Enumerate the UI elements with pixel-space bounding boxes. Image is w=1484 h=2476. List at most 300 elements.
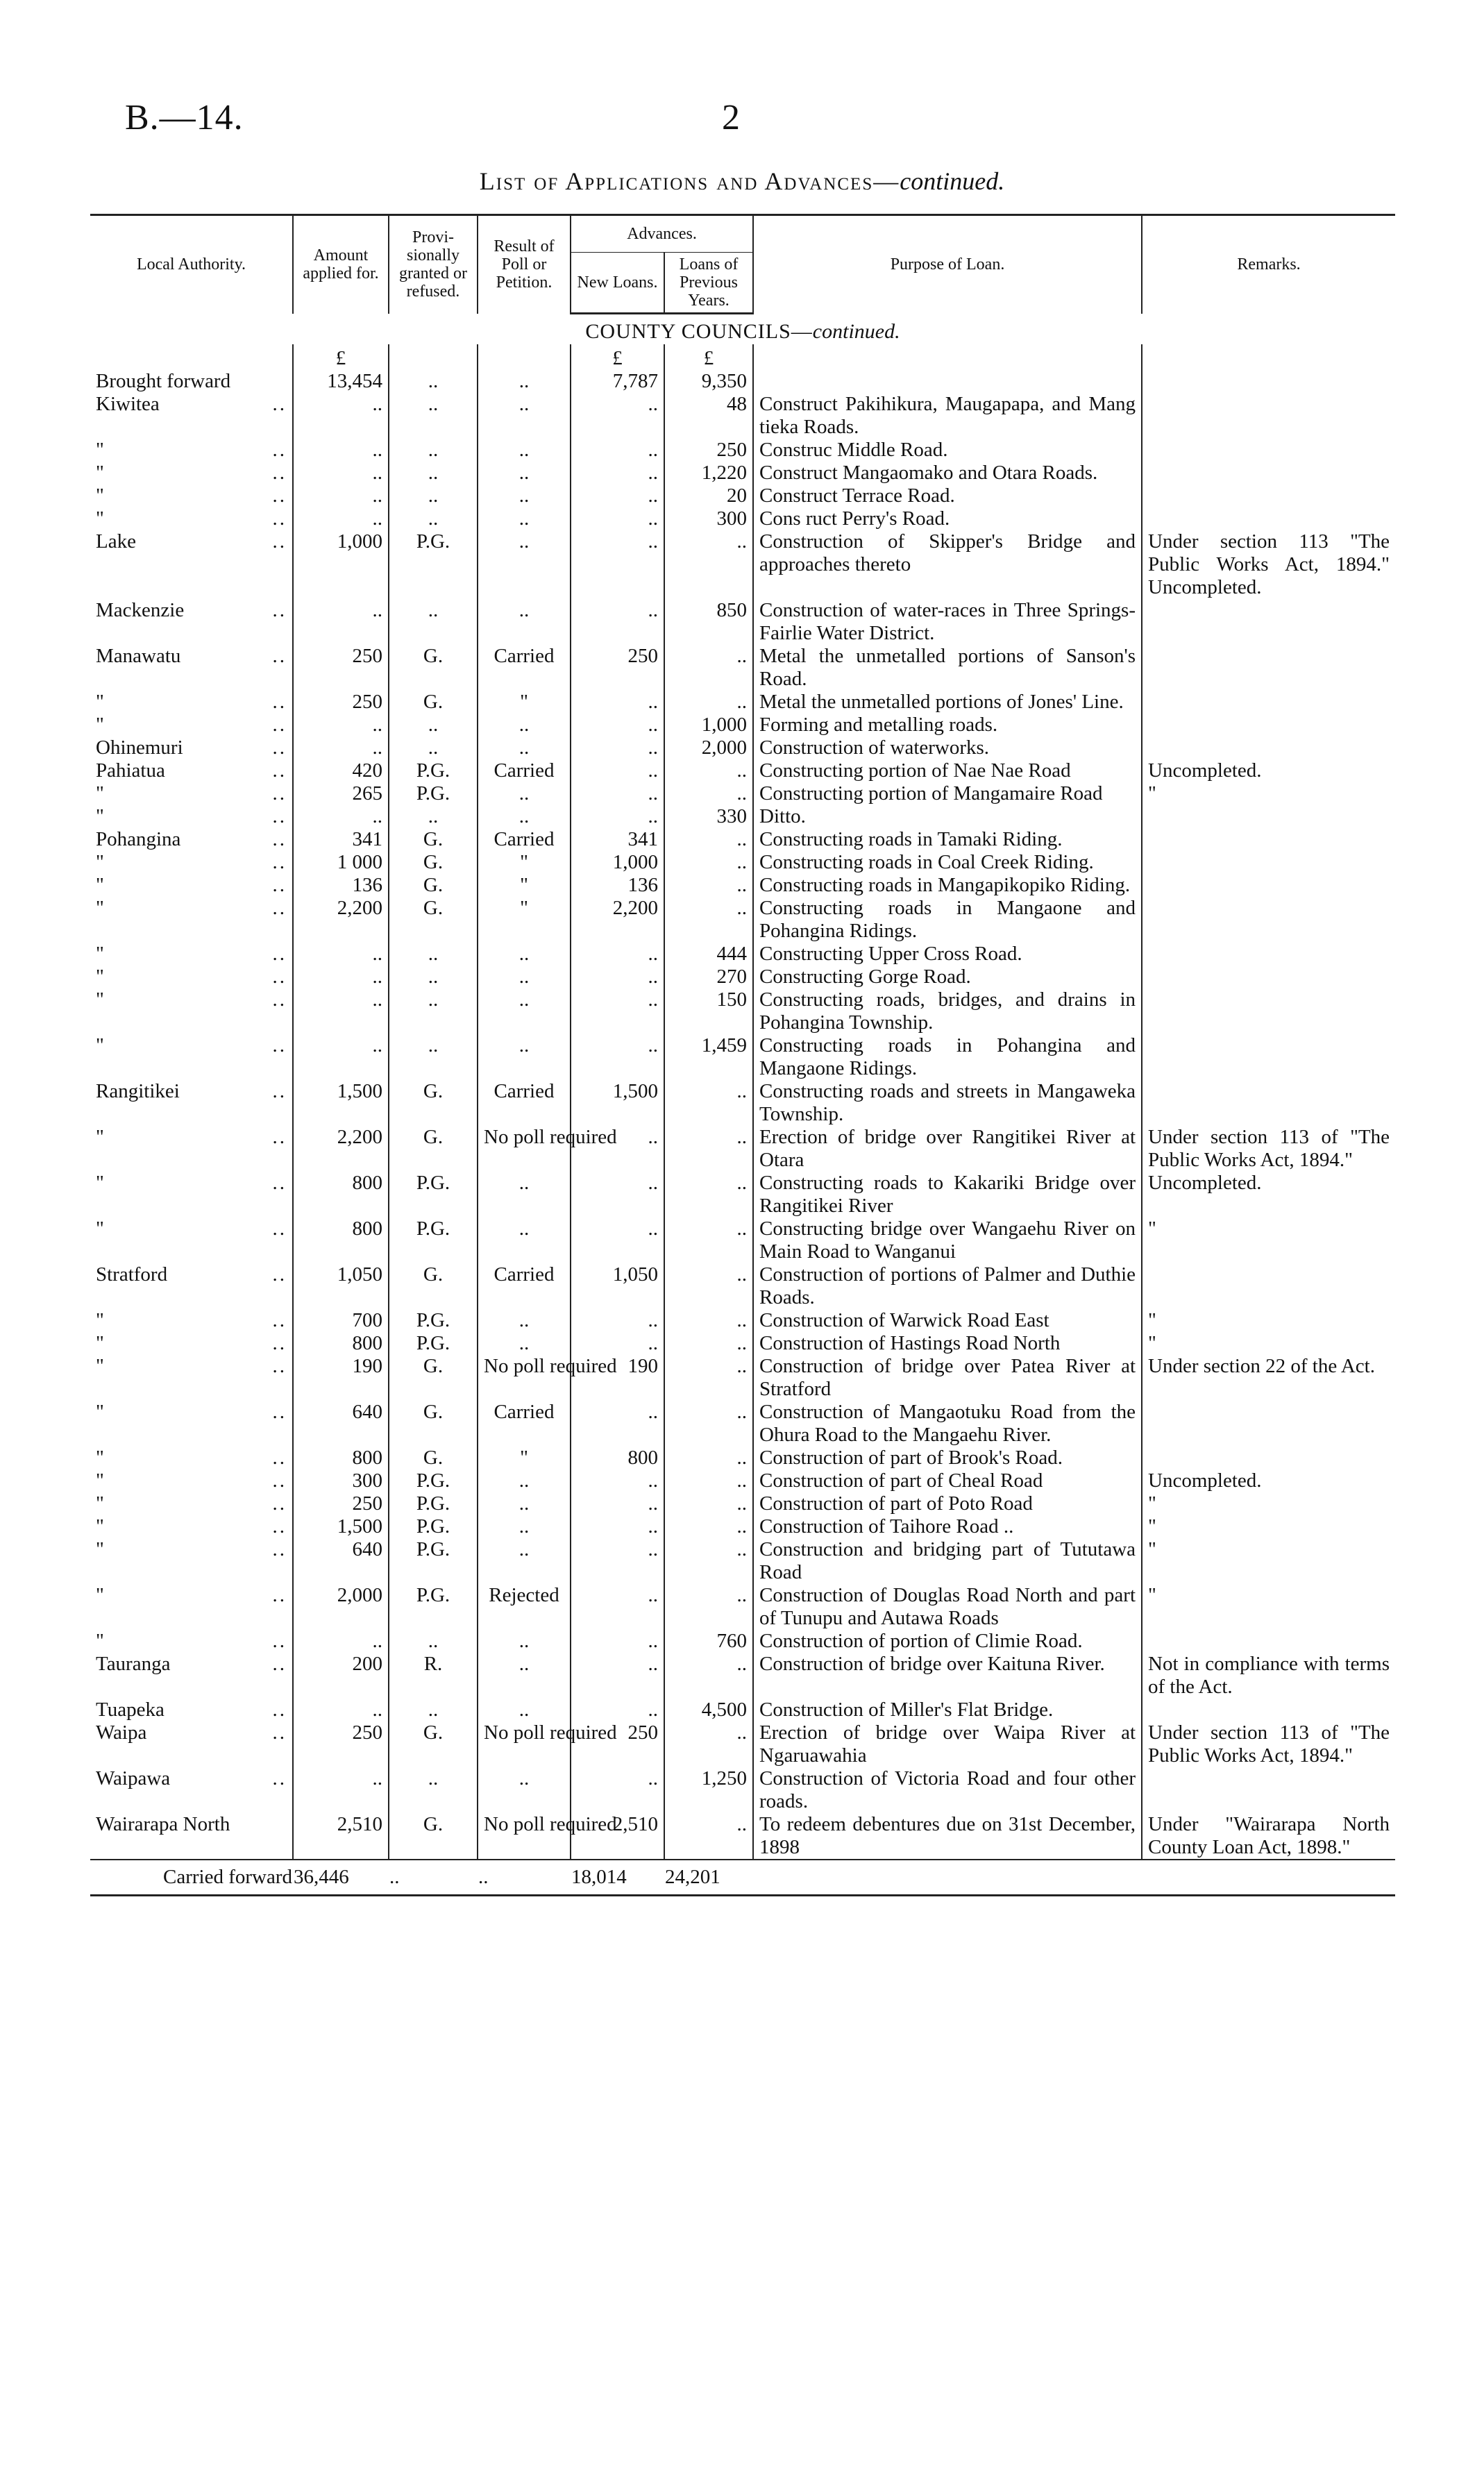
title-main: List of Applications and Advances— xyxy=(479,167,900,195)
amount-cell: 300 xyxy=(293,1469,389,1492)
previous-loans-cell: .. xyxy=(664,1172,753,1218)
amount-cell: 2,000 xyxy=(293,1584,389,1630)
provisional-cell: G. xyxy=(389,828,478,851)
authority-cell xyxy=(90,1515,293,1538)
page-reference: B.—14. xyxy=(125,98,244,137)
result-cell: Carried xyxy=(478,1080,571,1126)
authority-cell xyxy=(90,1469,293,1492)
new-loans-cell: 1,050 xyxy=(571,1263,664,1309)
amount-cell: 640 xyxy=(293,1538,389,1584)
authority-name: " xyxy=(96,1630,104,1652)
amount-cell: 800 xyxy=(293,1447,389,1469)
amount-cell: 13,454 xyxy=(293,370,389,393)
purpose-cell: Constructing roads in Pohangina and Mangaone Ridings. xyxy=(753,1034,1142,1080)
table-row xyxy=(90,645,1395,691)
authority-cell xyxy=(90,966,293,988)
authority-cell xyxy=(90,462,293,485)
result-cell: .. xyxy=(478,1034,571,1080)
result-cell: .. xyxy=(478,507,571,530)
new-loans-cell: .. xyxy=(571,1401,664,1447)
amount-cell: 200 xyxy=(293,1653,389,1699)
new-loans-cell: 190 xyxy=(571,1355,664,1401)
leader-dots: .. xyxy=(272,1401,287,1423)
authority-name: " xyxy=(96,462,104,484)
remarks-cell: " xyxy=(1142,1492,1395,1515)
new-loans-cell: .. xyxy=(571,1492,664,1515)
provisional-cell: P.G. xyxy=(389,1492,478,1515)
footer-result: .. xyxy=(478,1860,571,1896)
table-row xyxy=(90,966,1395,988)
new-loans-cell: .. xyxy=(571,1653,664,1699)
new-loans-cell: 136 xyxy=(571,874,664,897)
leader-dots: .. xyxy=(272,828,287,850)
remarks-cell: " xyxy=(1142,1538,1395,1584)
currency-blank xyxy=(389,344,478,370)
amount-cell: 640 xyxy=(293,1401,389,1447)
purpose-cell: Construction of Warwick Road East xyxy=(753,1309,1142,1332)
purpose-cell: To redeem debentures due on 31st December, 1898 xyxy=(753,1813,1142,1860)
remarks-cell: " xyxy=(1142,782,1395,805)
authority-name: Tuapeka xyxy=(96,1699,165,1721)
authority-name: " xyxy=(96,805,104,827)
new-loans-cell: .. xyxy=(571,1126,664,1172)
amount-cell: .. xyxy=(293,714,389,736)
leader-dots: .. xyxy=(272,530,287,553)
authority-cell xyxy=(90,1630,293,1653)
remarks-cell xyxy=(1142,1767,1395,1813)
previous-loans-cell: .. xyxy=(664,1492,753,1515)
result-cell: .. xyxy=(478,1332,571,1355)
table-row xyxy=(90,851,1395,874)
new-loans-cell: .. xyxy=(571,439,664,462)
amount-cell: 190 xyxy=(293,1355,389,1401)
authority-cell xyxy=(90,507,293,530)
table-row xyxy=(90,1309,1395,1332)
amount-cell: 1 000 xyxy=(293,851,389,874)
table-row xyxy=(90,1813,1395,1860)
result-cell: Carried xyxy=(478,1401,571,1447)
remarks-cell xyxy=(1142,851,1395,874)
footer-new-loans: 18,014 xyxy=(571,1860,664,1896)
authority-cell xyxy=(90,1813,293,1860)
remarks-cell xyxy=(1142,645,1395,691)
authority-cell xyxy=(90,736,293,759)
remarks-cell xyxy=(1142,966,1395,988)
new-loans-cell: 1,500 xyxy=(571,1080,664,1126)
remarks-cell xyxy=(1142,1447,1395,1469)
remarks-cell xyxy=(1142,1080,1395,1126)
new-loans-cell: .. xyxy=(571,393,664,439)
purpose-cell: Construction of part of Cheal Road xyxy=(753,1469,1142,1492)
new-loans-cell: .. xyxy=(571,1172,664,1218)
result-cell: No poll required xyxy=(478,1721,571,1767)
result-cell: " xyxy=(478,691,571,714)
purpose-cell: Erection of bridge over Waipa River at Ngaruawahia xyxy=(753,1721,1142,1767)
leader-dots: .. xyxy=(272,966,287,988)
result-cell: .. xyxy=(478,966,571,988)
previous-loans-cell: .. xyxy=(664,530,753,599)
authority-cell xyxy=(90,1355,293,1401)
authority-cell xyxy=(90,1401,293,1447)
currency-blank xyxy=(478,344,571,370)
result-cell: .. xyxy=(478,782,571,805)
leader-dots: .. xyxy=(272,714,287,736)
amount-cell: .. xyxy=(293,736,389,759)
provisional-cell: P.G. xyxy=(389,759,478,782)
page-title xyxy=(0,167,1484,196)
page-number: 2 xyxy=(722,98,740,137)
previous-loans-cell: .. xyxy=(664,1469,753,1492)
provisional-cell: .. xyxy=(389,439,478,462)
leader-dots: .. xyxy=(272,988,287,1011)
amount-cell: .. xyxy=(293,507,389,530)
provisional-cell: G. xyxy=(389,874,478,897)
remarks-cell xyxy=(1142,1034,1395,1080)
remarks-cell xyxy=(1142,805,1395,828)
new-loans-cell: .. xyxy=(571,759,664,782)
leader-dots: .. xyxy=(272,1080,287,1102)
table-row xyxy=(90,759,1395,782)
amount-cell: 700 xyxy=(293,1309,389,1332)
amount-cell: 2,200 xyxy=(293,897,389,943)
remarks-cell xyxy=(1142,1699,1395,1721)
purpose-cell: Constructing roads in Mangaone and Pohangina Ridings. xyxy=(753,897,1142,943)
table-row xyxy=(90,828,1395,851)
previous-loans-cell: 1,000 xyxy=(664,714,753,736)
result-cell: No poll required xyxy=(478,1126,571,1172)
currency-row xyxy=(90,344,1395,370)
currency-blank xyxy=(1142,344,1395,370)
currency-blank xyxy=(753,344,1142,370)
leader-dots: .. xyxy=(272,507,287,530)
previous-loans-cell: .. xyxy=(664,1515,753,1538)
authority-name: Stratford xyxy=(96,1263,168,1286)
new-loans-cell: .. xyxy=(571,530,664,599)
remarks-cell xyxy=(1142,691,1395,714)
purpose-cell: Metal the unmetalled portions of Sanson's Road. xyxy=(753,645,1142,691)
leader-dots: .. xyxy=(272,691,287,713)
result-cell: .. xyxy=(478,805,571,828)
leader-dots: .. xyxy=(272,736,287,759)
provisional-cell: .. xyxy=(389,393,478,439)
result-cell: .. xyxy=(478,1515,571,1538)
leader-dots: .. xyxy=(272,1355,287,1377)
authority-name: " xyxy=(96,485,104,507)
provisional-cell: .. xyxy=(389,988,478,1034)
previous-loans-cell: .. xyxy=(664,1447,753,1469)
provisional-cell: .. xyxy=(389,599,478,645)
authority-cell xyxy=(90,1126,293,1172)
result-cell: .. xyxy=(478,714,571,736)
authority-cell xyxy=(90,1332,293,1355)
amount-cell: 250 xyxy=(293,645,389,691)
provisional-cell: .. xyxy=(389,805,478,828)
authority-name: " xyxy=(96,966,104,988)
authority-name: " xyxy=(96,1355,104,1377)
previous-loans-cell: 850 xyxy=(664,599,753,645)
table-row xyxy=(90,393,1395,439)
result-cell: .. xyxy=(478,1767,571,1813)
purpose-cell: Construction of Mangaotuku Road from the Ohura Road to the Mangaehu River. xyxy=(753,1401,1142,1447)
result-cell: .. xyxy=(478,1699,571,1721)
result-cell: Rejected xyxy=(478,1584,571,1630)
amount-cell: .. xyxy=(293,462,389,485)
result-cell: .. xyxy=(478,485,571,507)
new-loans-cell: .. xyxy=(571,599,664,645)
table-header xyxy=(90,215,1395,314)
new-loans-cell: .. xyxy=(571,782,664,805)
authority-cell xyxy=(90,439,293,462)
authority-cell xyxy=(90,485,293,507)
remarks-cell: Uncompleted. xyxy=(1142,1172,1395,1218)
new-loans-cell: .. xyxy=(571,1332,664,1355)
table-row xyxy=(90,1767,1395,1813)
new-loans-cell: .. xyxy=(571,462,664,485)
authority-name: " xyxy=(96,1515,104,1538)
previous-loans-cell: 1,459 xyxy=(664,1034,753,1080)
leader-dots: .. xyxy=(272,1515,287,1538)
authority-cell xyxy=(90,1699,293,1721)
provisional-cell: .. xyxy=(389,1767,478,1813)
purpose-cell: Construct Pakihikura, Maugapapa, and Mang tieka Roads. xyxy=(753,393,1142,439)
section-heading xyxy=(90,314,1395,345)
section-heading-row xyxy=(90,314,1395,345)
provisional-cell: G. xyxy=(389,1355,478,1401)
authority-cell xyxy=(90,599,293,645)
remarks-cell xyxy=(1142,874,1395,897)
provisional-cell: .. xyxy=(389,485,478,507)
remarks-cell xyxy=(1142,507,1395,530)
authority-name: " xyxy=(96,714,104,736)
col-amount-applied: Amount applied for. xyxy=(293,215,389,314)
authority-name: Rangitikei xyxy=(96,1080,180,1102)
previous-loans-cell: .. xyxy=(664,1263,753,1309)
authority-cell xyxy=(90,1492,293,1515)
authority-cell xyxy=(90,1034,293,1080)
authority-name: " xyxy=(96,1447,104,1469)
leader-dots: .. xyxy=(272,1767,287,1789)
purpose-cell: Construction of portion of Climie Road. xyxy=(753,1630,1142,1653)
col-new-loans: New Loans. xyxy=(571,253,664,314)
previous-loans-cell: .. xyxy=(664,1401,753,1447)
table-row xyxy=(90,736,1395,759)
new-loans-cell: .. xyxy=(571,966,664,988)
provisional-cell: G. xyxy=(389,1080,478,1126)
authority-cell xyxy=(90,805,293,828)
result-cell: Carried xyxy=(478,1263,571,1309)
purpose-cell: Construct Terrace Road. xyxy=(753,485,1142,507)
table-row xyxy=(90,485,1395,507)
previous-loans-cell: 270 xyxy=(664,966,753,988)
result-cell: " xyxy=(478,1447,571,1469)
leader-dots: .. xyxy=(272,393,287,415)
amount-cell: .. xyxy=(293,599,389,645)
provisional-cell: P.G. xyxy=(389,1172,478,1218)
provisional-cell: .. xyxy=(389,943,478,966)
new-loans-cell: .. xyxy=(571,1309,664,1332)
table-row xyxy=(90,1355,1395,1401)
authority-cell xyxy=(90,1721,293,1767)
amount-cell: 2,200 xyxy=(293,1126,389,1172)
purpose-cell: Constructing roads in Tamaki Riding. xyxy=(753,828,1142,851)
provisional-cell: G. xyxy=(389,1263,478,1309)
provisional-cell: P.G. xyxy=(389,1538,478,1584)
remarks-cell: Under "Wairarapa North County Loan Act, 1898." xyxy=(1142,1813,1395,1860)
provisional-cell: .. xyxy=(389,736,478,759)
previous-loans-cell: 20 xyxy=(664,485,753,507)
authority-name: " xyxy=(96,943,104,965)
provisional-cell: .. xyxy=(389,966,478,988)
leader-dots: .. xyxy=(272,1263,287,1286)
purpose-cell: Construction of portions of Palmer and Duthie Roads. xyxy=(753,1263,1142,1309)
table-row xyxy=(90,1172,1395,1218)
leader-dots: .. xyxy=(272,1218,287,1240)
purpose-cell: Construction and bridging part of Tututawa Road xyxy=(753,1538,1142,1584)
remarks-cell: Under section 22 of the Act. xyxy=(1142,1355,1395,1401)
authority-name: " xyxy=(96,1034,104,1056)
authority-name: " xyxy=(96,1584,104,1606)
new-loans-cell: 2,510 xyxy=(571,1813,664,1860)
amount-cell: .. xyxy=(293,485,389,507)
table-row xyxy=(90,1492,1395,1515)
amount-cell: 800 xyxy=(293,1332,389,1355)
previous-loans-cell: 1,220 xyxy=(664,462,753,485)
authority-cell xyxy=(90,714,293,736)
result-cell: .. xyxy=(478,393,571,439)
authority-name: " xyxy=(96,1309,104,1331)
leader-dots: .. xyxy=(272,1699,287,1721)
provisional-cell: G. xyxy=(389,1126,478,1172)
leader-dots: .. xyxy=(272,1721,287,1744)
authority-name: Waipawa xyxy=(96,1767,171,1789)
amount-cell: 1,500 xyxy=(293,1080,389,1126)
amount-cell: 250 xyxy=(293,1721,389,1767)
provisional-cell: G. xyxy=(389,1401,478,1447)
table-row xyxy=(90,943,1395,966)
previous-loans-cell: .. xyxy=(664,1309,753,1332)
result-cell: " xyxy=(478,874,571,897)
authority-name: Pohangina xyxy=(96,828,181,850)
table-row xyxy=(90,1584,1395,1630)
previous-loans-cell: .. xyxy=(664,1218,753,1263)
new-loans-cell: .. xyxy=(571,805,664,828)
footer-amount: 36,446 xyxy=(293,1860,389,1896)
col-provisionally-granted: Provi-sionally granted or refused. xyxy=(389,215,478,314)
authority-cell xyxy=(90,897,293,943)
table-row xyxy=(90,1332,1395,1355)
provisional-cell: .. xyxy=(389,1034,478,1080)
purpose-cell: Forming and metalling roads. xyxy=(753,714,1142,736)
purpose-cell: Cons ruct Perry's Road. xyxy=(753,507,1142,530)
table-row xyxy=(90,462,1395,485)
remarks-cell: " xyxy=(1142,1584,1395,1630)
purpose-cell: Construction of Hastings Road North xyxy=(753,1332,1142,1355)
new-loans-cell: .. xyxy=(571,507,664,530)
previous-loans-cell: .. xyxy=(664,1721,753,1767)
currency-previous: £ xyxy=(664,344,753,370)
purpose-cell: Construct Mangaomako and Otara Roads. xyxy=(753,462,1142,485)
previous-loans-cell: .. xyxy=(664,691,753,714)
authority-name: " xyxy=(96,1492,104,1515)
table-row xyxy=(90,1630,1395,1653)
section-continued: continued. xyxy=(812,320,900,343)
table-row xyxy=(90,805,1395,828)
new-loans-cell: .. xyxy=(571,1584,664,1630)
leader-dots: .. xyxy=(272,1584,287,1606)
previous-loans-cell: 2,000 xyxy=(664,736,753,759)
provisional-cell: .. xyxy=(389,507,478,530)
authority-name: Pahiatua xyxy=(96,759,165,782)
table-row xyxy=(90,691,1395,714)
provisional-cell: P.G. xyxy=(389,1309,478,1332)
amount-cell: .. xyxy=(293,1630,389,1653)
remarks-cell xyxy=(1142,828,1395,851)
amount-cell: 2,510 xyxy=(293,1813,389,1860)
result-cell: " xyxy=(478,851,571,874)
table-row xyxy=(90,1034,1395,1080)
previous-loans-cell: .. xyxy=(664,851,753,874)
authority-name: Kiwitea xyxy=(96,393,160,415)
leader-dots: .. xyxy=(272,1469,287,1492)
col-local-authority: Local Authority. xyxy=(90,215,293,314)
remarks-cell xyxy=(1142,370,1395,393)
provisional-cell: G. xyxy=(389,897,478,943)
amount-cell: 341 xyxy=(293,828,389,851)
previous-loans-cell: 250 xyxy=(664,439,753,462)
leader-dots: .. xyxy=(272,1492,287,1515)
authority-cell xyxy=(90,1172,293,1218)
purpose-cell xyxy=(753,370,1142,393)
remarks-cell xyxy=(1142,1263,1395,1309)
new-loans-cell: .. xyxy=(571,485,664,507)
authority-cell xyxy=(90,691,293,714)
new-loans-cell: .. xyxy=(571,1218,664,1263)
footer-prov: .. xyxy=(389,1860,478,1896)
leader-dots: .. xyxy=(272,1653,287,1675)
purpose-cell: Constructing roads in Mangapikopiko Riding. xyxy=(753,874,1142,897)
previous-loans-cell: .. xyxy=(664,1355,753,1401)
previous-loans-cell: 150 xyxy=(664,988,753,1034)
provisional-cell: P.G. xyxy=(389,782,478,805)
previous-loans-cell: .. xyxy=(664,1080,753,1126)
leader-dots: .. xyxy=(272,874,287,896)
title-continued: continued. xyxy=(900,167,1005,195)
table-row xyxy=(90,1401,1395,1447)
amount-cell: .. xyxy=(293,988,389,1034)
authority-name: Ohinemuri xyxy=(96,736,183,759)
remarks-cell xyxy=(1142,714,1395,736)
new-loans-cell: 800 xyxy=(571,1447,664,1469)
table-row xyxy=(90,530,1395,599)
authority-name: " xyxy=(96,782,104,805)
table-row xyxy=(90,439,1395,462)
table-row xyxy=(90,1080,1395,1126)
leader-dots: .. xyxy=(272,1126,287,1148)
previous-loans-cell: 330 xyxy=(664,805,753,828)
remarks-cell: Under section 113 "The Public Works Act, 1894." Uncompleted. xyxy=(1142,530,1395,599)
amount-cell: .. xyxy=(293,966,389,988)
authority-name: " xyxy=(96,1401,104,1423)
authority-cell xyxy=(90,782,293,805)
leader-dots: .. xyxy=(272,851,287,873)
result-cell: .. xyxy=(478,1538,571,1584)
purpose-cell: Constructing roads in Coal Creek Riding. xyxy=(753,851,1142,874)
previous-loans-cell: .. xyxy=(664,897,753,943)
provisional-cell: G. xyxy=(389,851,478,874)
authority-cell xyxy=(90,988,293,1034)
col-advances: Advances. xyxy=(571,215,753,253)
previous-loans-cell: .. xyxy=(664,645,753,691)
